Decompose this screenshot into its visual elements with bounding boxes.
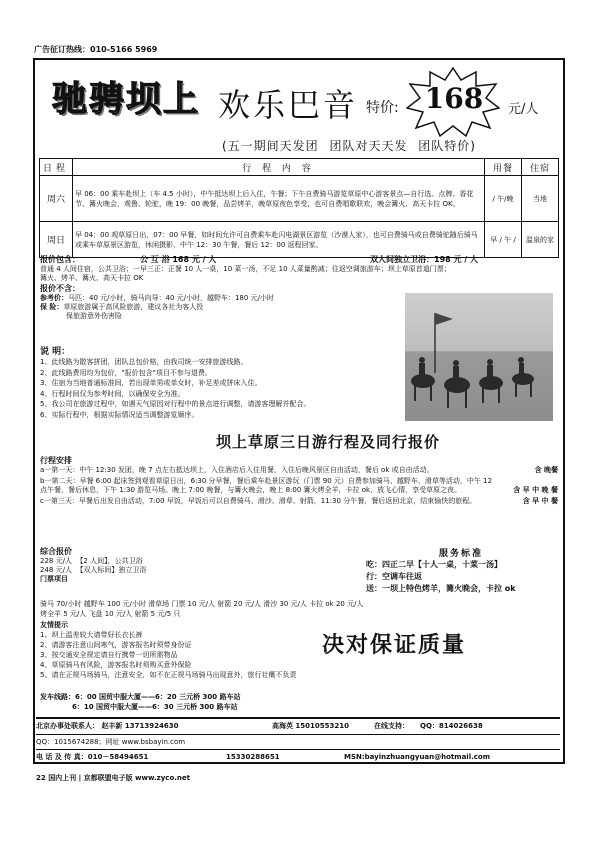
list-item: 5、我公司在旅游过程中，如遇天气原因对行程中的景点进行调整，请游客理解并配合。	[40, 400, 311, 408]
quote-desc: 【2 人间】，公共卫浴	[76, 557, 143, 565]
schedule-day: a一第一天：中午 12:30 发团，晚 7 点左右抵达坝上，入住酒店后入住用餐，入住后晚风景区自由活动，餐后 ok 或自由活动。	[40, 466, 434, 474]
msn-contact: MSN:bayinzhuangyuan@hotmail.com	[344, 753, 491, 761]
table-row	[40, 176, 559, 222]
package-detail: 篝火、烤羊、篝火、高天卡拉 OK	[40, 274, 144, 282]
schedule-meal: 含 早 中 餐	[522, 497, 558, 505]
phone-label: 电 话 及 传 真：010－58494651	[36, 753, 149, 761]
quote-desc: 【双人标间】独立卫浴	[76, 566, 147, 574]
service-food: 吃：四正二早【十人一桌，十菜一汤】	[366, 560, 502, 569]
schedule-day: b一第二天：早餐 6:00 起床签到观看草原日出，6:30 分早餐，餐后乘车赴景区游玩（门票 90 元）自费参加骑马、越野车、滑草等活动，中午 12 点午餐，餐后休息，下午 1:30 游览马场。晚上 7:00 晚餐，与篝火晚会，晚上 8:00 篝火烤全羊，卡拉 ok，放飞心情，享受草原之夜。	[40, 477, 493, 494]
horse-riders-photo	[405, 293, 553, 421]
schedule-meal: 含 晚餐	[534, 466, 558, 474]
departure-route: 6：00 国贸中服大厦——6：20 三元桥 300 路车站	[75, 693, 241, 701]
horse-riders-illustration	[405, 293, 553, 421]
tips-block	[40, 621, 320, 680]
list-item: 1、此线路为散客拼团，团队总包价格，由我司统一安排旅游线路。	[40, 358, 248, 366]
tips-label: 友情提示	[40, 621, 68, 629]
itinerary-content: 早 04：00 观草原日出，07：00 早餐，如时间允许可自费乘车赴闪电湖景区游览（沙漠人家），也可自费骑马或自费骑驼随后骑马或乘车草原景区游览，休闲摄影，中午 12：30 午餐，餐后 12：00 返程回家。	[73, 222, 485, 258]
insurance-text: 草原旅游属于高风险旅游，建议各社为客人投	[63, 303, 204, 311]
quote-price: 248 元/人	[40, 566, 72, 574]
insurance-text: 保旅游意外伤害险	[66, 312, 122, 320]
itinerary-meals: 早 / 午 /	[485, 222, 522, 258]
schedule-day: c一第三天：早餐后出发自由活动，7:00 早饭，早饭后可以自费骑马、滑沙、滑草、射箭，11:30 分午餐，餐后返回北京，结束愉快的旅程。	[40, 497, 477, 505]
itinerary-lodging: 当地	[522, 176, 559, 222]
package-price: 公 互 浴 168 元 / 人	[140, 255, 217, 264]
quote-price: 228 元/人	[40, 557, 72, 565]
service-title: 服务标准	[438, 549, 483, 559]
table-row	[40, 222, 559, 258]
qq-online: QQ：814026638	[420, 722, 483, 730]
list-item: 1、坝上温差较大请带好长衣长裤	[40, 631, 143, 639]
service-block	[366, 546, 556, 595]
footer-text: 国内上刊 | 京都联盟电子版 www.zyco.net	[48, 774, 190, 782]
price-label: 特价:	[366, 100, 399, 116]
col-header-lodging: 住宿	[522, 159, 559, 176]
page-number: 22	[36, 774, 46, 782]
list-item: 5、请在正规马场骑马，注意安全，如不在正规马场骑马出现意外，旅行社概不负责	[40, 671, 297, 679]
phone-number: 15330288651	[226, 753, 280, 761]
departure-route: 6：10 国贸中服大厦——6：30 三元桥 300 路车站	[72, 703, 238, 711]
itinerary-lodging: 温泉的家	[522, 222, 559, 258]
schedule-label: 行程安排	[40, 456, 72, 465]
package-label: 报价包含：	[40, 255, 80, 264]
col-header-day: 日程	[40, 159, 73, 176]
departure-label: 发车线路：	[40, 693, 75, 701]
hero-title-main: 驰骋坝上	[52, 79, 201, 120]
quality-guarantee: 决对保证质量	[322, 632, 467, 658]
excluded-label: 报价不含：	[40, 284, 80, 293]
office-label: 北京办事处联系人：	[36, 722, 99, 730]
section-banner: 坝上草原三日游行程及同行报价	[216, 433, 441, 451]
schedule-meal: 含 早 中 晚 餐	[513, 486, 558, 494]
itinerary-table	[39, 158, 559, 258]
price-value: 168	[424, 82, 484, 115]
package-detail: 普通 4 人间住宿，公共卫浴；一早三正：正餐 10 人一桌，10 菜一汤，不足 10 人菜量酌减；往返空调旅游车；坝上草原首道门票；	[40, 265, 451, 273]
quote-block	[40, 546, 340, 584]
ref-price: 马匹：40 元/小时，骑马向导：40 元/小时，越野车：180 元/小时	[68, 294, 274, 302]
itinerary-content: 早 06：00 乘车赴坝上（车 4.5 小时），中午抵达坝上后入住，午餐；下午自费骑马游览草原中心游客景点—自行选、点牌、香花节、篝火晚会，观鲁、轮驼，晚 19：00 晚餐，品尝烤羊，晚草原夜色享受，也可自费唱歌联欢，晚会篝火、高天卡拉 OK。	[73, 176, 485, 222]
list-item: 4、草原骑马有风险，游客报名时须购买意外保险	[40, 661, 192, 669]
service-gift: 送：一坝上特色烤羊，篝火晚会，卡拉 ok	[366, 584, 516, 593]
itinerary-meals: / 午/晚	[485, 176, 522, 222]
tickets-row: 骑马 70/小时 越野车 100 元/小时 滑草场 门票 10 元/人 射箭 20 元/人 滑沙 30 元/人 卡拉 ok 20 元/人	[40, 600, 364, 608]
list-item: 6、实际行程中，根据实际情况适当调整游览顺序。	[40, 410, 199, 419]
list-item: 3、住宿为当地普通标准间，若出现单男或单女时，补足差或拼床入住。	[40, 379, 262, 387]
itinerary-header-row	[40, 159, 559, 176]
list-item: 4、行程时间仅为参考时间，以确保安全为准。	[40, 389, 185, 398]
notes-block	[40, 344, 400, 420]
ad-hotline: 广告征订热线：010-5166 5969	[34, 45, 158, 54]
contact-bar	[36, 717, 560, 765]
service-transport: 行：空调车往返	[366, 572, 422, 581]
qq-website: QQ：1015674288；网址 www.bsbayin.com	[36, 735, 560, 750]
tickets-row: 烤全羊 5 元/人 飞盘 10 元/人 射箭 5 元/5 只	[40, 610, 181, 618]
hero-subtitle: (五一期间天发团 团队对天天发 团队特价)	[222, 139, 476, 153]
tickets-label: 门票项目	[40, 575, 68, 583]
list-item: 2、此线路费用均为包价，"报价包含"项目不参与退费。	[40, 368, 212, 377]
price-unit: 元/人	[508, 102, 539, 117]
quote-label: 综合报价	[40, 547, 72, 556]
col-header-content: 行 程 内 容	[73, 159, 485, 176]
private-bath-price: 双人间独立卫浴：198 元 / 人	[370, 255, 478, 264]
list-item: 3、按交通安全规定请自行携带一切所需物品	[40, 651, 178, 659]
ref-label: 参考价：	[40, 294, 68, 302]
col-header-meals: 用餐	[485, 159, 522, 176]
notes-label: 说 明：	[40, 347, 71, 357]
page-footer	[36, 773, 190, 783]
hero-title-sub: 欢乐巴音	[218, 86, 359, 124]
departure-line	[40, 693, 440, 702]
online-label: 在线支持：	[374, 722, 409, 730]
contact-person: 高海英 15010553210	[272, 722, 350, 730]
list-item: 2、请游客注意山间寒气，游客报名时须带身份证	[40, 641, 192, 649]
itinerary-day: 周日	[40, 222, 73, 258]
insurance-label: 保 险：	[40, 303, 64, 311]
schedule-block	[40, 455, 558, 506]
contact-person: 赵丰新 13713924630	[101, 722, 179, 730]
itinerary-day: 周六	[40, 176, 73, 222]
